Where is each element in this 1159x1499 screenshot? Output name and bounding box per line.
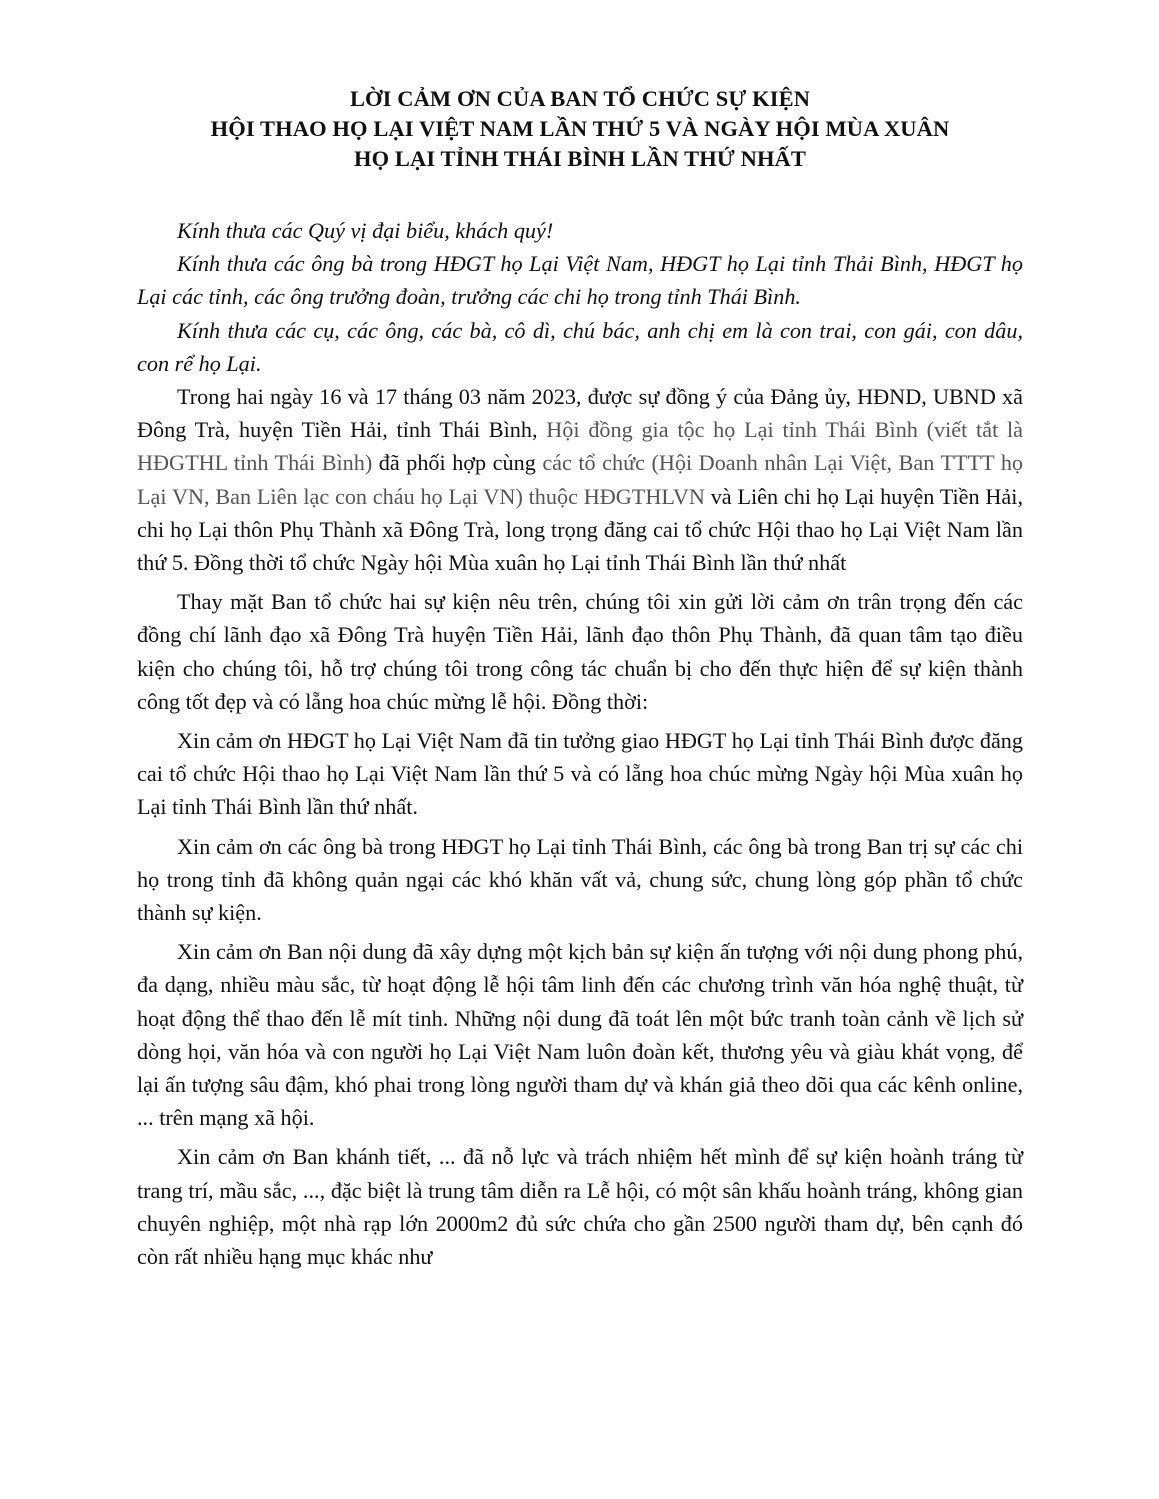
paragraph-event-intro-part1: Trong hai ngày 16 và 17 tháng 03 năm 2023, được sự đồng ý của Đảng ủy, HĐND, UBND xã Đông Trà, huyện Tiền Hải, tỉnh Thái Bình,	[137, 384, 1023, 443]
paragraph-event-intro-part5: và Liên chi họ Lại huyện Tiền Hải, chi họ Lại thôn Phụ Thành xã Đông Trà, long trọng đăng cai tổ chức Hội thao họ Lại Việt Nam lần thứ 5. Đồng thời tổ chức Ngày hội Mùa xuân họ Lại tỉnh Thái Bình lần thứ nhất	[137, 483, 1023, 576]
greeting-family: Kính thưa các cụ, các ông, các bà, cô dì, chú bác, anh chị em là con trai, con gái, con dâu, con rể họ Lại.	[137, 317, 1023, 376]
title-line-2: HỘI THAO HỌ LẠI VIỆT NAM LẦN THỨ 5 VÀ NGÀY HỘI MÙA XUÂN	[210, 116, 950, 141]
greeting-guests: Kính thưa các Quý vị đại biểu, khách quý!	[177, 218, 554, 243]
paragraph-event-intro-part2: Hội đồng gia tộc họ Lại tỉnh Thái Bình (viết tắt là HĐGTHL tỉnh Thái Bình)	[137, 417, 1023, 476]
paragraph-event-intro	[137, 380, 1023, 579]
greeting-councils: Kính thưa các ông bà trong HĐGT họ Lại Việt Nam, HĐGT họ Lại tỉnh Thải Bình, HĐGT họ Lại các tỉnh, các ông trưởng đoàn, trưởng các chi họ trong tỉnh Thái Bình.	[137, 251, 1023, 310]
paragraph-event-intro-part3: đã phối hợp cùng	[372, 450, 543, 476]
paragraph-event-intro-part4: các tổ chức (Hội Doanh nhân Lại Việt, Ban TTTT họ Lại VN, Ban Liên lạc con cháu họ Lại VN) thuộc HĐGTHLVN	[137, 450, 1024, 509]
paragraph-thanks-content-board: Xin cảm ơn Ban nội dung đã xây dựng một kịch bản sự kiện ấn tượng với nội dung phong phú, đa dạng, nhiều màu sắc, từ hoạt động lễ hội tâm linh đến các chương trình văn hóa nghệ thuật, từ hoạt động thể thao đến lễ mít tinh. Những nội dung đã toát lên một bức tranh toàn cảnh về lịch sử dòng họi, văn hóa và con người họ Lại Việt Nam luôn đoàn kết, thương yêu và giàu khát vọng, để lại ấn tượng sâu đậm, khó phai trong lòng người tham dự và khán giả theo dõi qua các kênh online, ... trên mạng xã hội.	[137, 939, 1023, 1131]
document-body	[137, 214, 1023, 1273]
paragraph-thanks-national-council: Xin cảm ơn HĐGT họ Lại Việt Nam đã tin tưởng giao HĐGT họ Lại tỉnh Thái Bình được đăng cai tổ chức Hội thao họ Lại Việt Nam lần thứ 5 và có lẵng hoa chúc mừng Ngày hội Mùa xuân họ Lại tỉnh Thái Bình lần thứ nhất.	[137, 728, 1023, 820]
paragraph-thanks-provincial-council: Xin cảm ơn các ông bà trong HĐGT họ Lại tỉnh Thái Bình, các ông bà trong Ban trị sự các chi họ trong tỉnh đã không quản ngại các khó khăn vất vả, chung sức, chung lòng góp phần tổ chức thành sự kiện.	[137, 833, 1023, 926]
title-line-3: HỌ LẠI TỈNH THÁI BÌNH LẦN THỨ NHẤT	[353, 146, 807, 171]
paragraph-thanks-decoration-board: Xin cảm ơn Ban khánh tiết, ... đã nỗ lực và trách nhiệm hết mình để sự kiện hoành tráng từ trang trí, mầu sắc, ..., đặc biệt là trung tâm diễn ra Lễ hội, có một sân khấu hoành tráng, không gian chuyên nghiệp, một nhà rạp lớn 2000m2 đủ sức chứa cho gần 2500 người tham dự, bên cạnh đó còn rất nhiều hạng mục khác như	[137, 1144, 1023, 1270]
title-line-1: LỜI CẢM ƠN CỦA BAN TỔ CHỨC SỰ KIỆN	[349, 86, 811, 111]
document-title	[100, 84, 1060, 174]
paragraph-thanks-local-leaders: Thay mặt Ban tổ chức hai sự kiện nêu trên, chúng tôi xin gửi lời cảm ơn trân trọng đến các đồng chí lãnh đạo xã Đông Trà huyện Tiền Hải, lãnh đạo thôn Phụ Thành, đã quan tâm tạo điều kiện cho chúng tôi, hỗ trợ chúng tôi trong công tác chuẩn bị cho đến thực hiện để sự kiện thành công tốt đẹp và có lẵng hoa chúc mừng lễ hội. Đồng thời:	[137, 589, 1023, 714]
